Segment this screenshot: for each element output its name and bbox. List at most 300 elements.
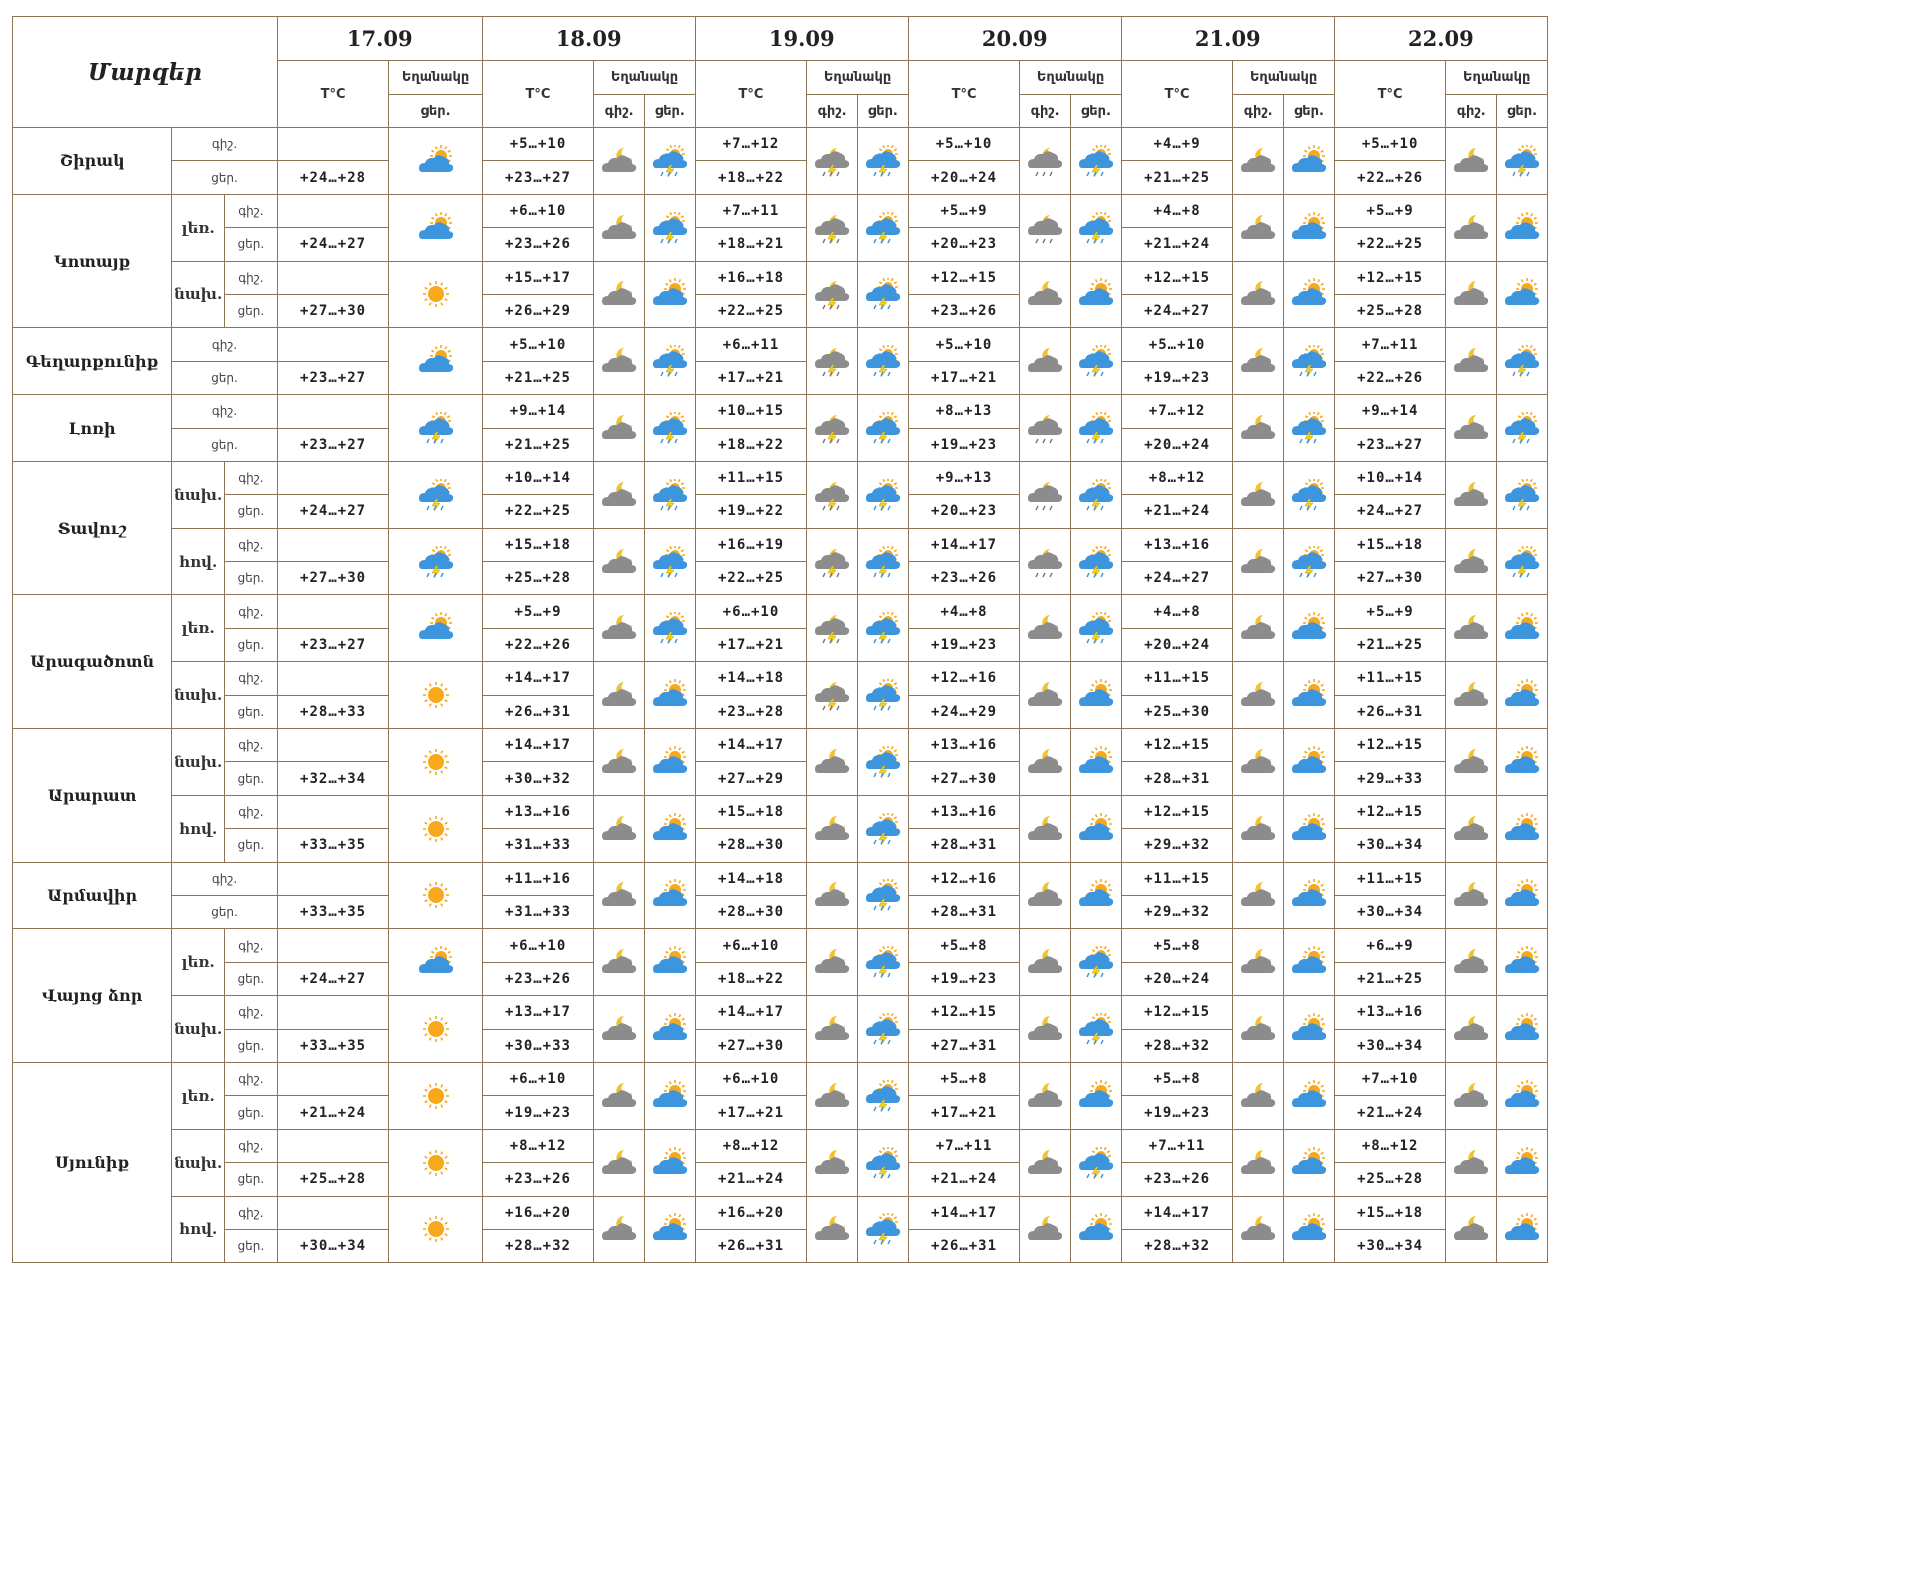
table-row xyxy=(13,1129,1548,1162)
day-temp: +29…+32 xyxy=(1121,895,1233,928)
day-label: ցեր. xyxy=(225,495,278,528)
day-label: ցեր. xyxy=(225,829,278,862)
weather-icon-cell xyxy=(1446,1129,1497,1196)
day-temp: +21…+25 xyxy=(1121,161,1233,194)
weather-icon-cell xyxy=(1284,1196,1335,1263)
day-label: ցեր. xyxy=(225,962,278,995)
weather-icon-cell xyxy=(1233,194,1284,261)
night-label: գիշ. xyxy=(225,1196,278,1229)
partly-cloudy-icon xyxy=(1503,612,1541,644)
partly-cloudy-icon xyxy=(1290,946,1328,978)
weather-icon-cell xyxy=(1071,1062,1122,1129)
weather-icon-cell xyxy=(644,1196,695,1263)
night-temp xyxy=(277,261,389,294)
night-temp: +12…+15 xyxy=(908,261,1020,294)
weather-icon-cell xyxy=(1284,595,1335,662)
table-row xyxy=(13,1196,1548,1229)
day-label: ցեր. xyxy=(225,1096,278,1129)
sun-cloud-storm-icon xyxy=(1077,212,1115,244)
sun-cloud-storm-icon xyxy=(417,412,455,444)
night-temp: +14…+17 xyxy=(482,662,594,695)
weather-icon-cell xyxy=(807,1129,858,1196)
date-header-3: 20.09 xyxy=(908,17,1121,61)
day-temp: +23…+27 xyxy=(277,428,389,461)
night-temp: +5…+10 xyxy=(482,328,594,361)
weather-icon-cell xyxy=(1020,595,1071,662)
table-row xyxy=(13,862,1548,895)
night-cloudy-icon xyxy=(1239,412,1277,444)
weather-icon-cell xyxy=(594,1062,645,1129)
night-cloudy-icon xyxy=(1452,412,1490,444)
night-temp xyxy=(277,595,389,628)
night-cloudy-icon xyxy=(1452,479,1490,511)
night-cloudy-icon xyxy=(600,1013,638,1045)
night-cloudy-icon xyxy=(1026,746,1064,778)
night-label: գիշ. xyxy=(225,662,278,695)
weather-icon-cell xyxy=(1284,1062,1335,1129)
night-cloudy-icon xyxy=(1026,946,1064,978)
night-temp: +9…+14 xyxy=(1334,395,1446,428)
night-cloudy-icon xyxy=(1239,1013,1277,1045)
sun-cloud-storm-icon xyxy=(1290,345,1328,377)
weather-icon-cell xyxy=(1020,1062,1071,1129)
night-temp: +12…+15 xyxy=(1334,795,1446,828)
weather-icon-cell xyxy=(594,128,645,195)
sun-icon xyxy=(417,1213,455,1245)
night-cloudy-icon xyxy=(600,612,638,644)
weather-icon-cell xyxy=(389,328,482,395)
night-temp: +13…+16 xyxy=(1334,996,1446,1029)
weather-icon-cell xyxy=(1446,595,1497,662)
zone-label: նախ. xyxy=(172,996,225,1063)
night-temp: +16…+20 xyxy=(695,1196,807,1229)
night-cloudy-icon xyxy=(1452,612,1490,644)
day-temp: +18…+22 xyxy=(695,161,807,194)
night-temp: +14…+17 xyxy=(482,729,594,762)
night-cloud-storm-icon xyxy=(813,412,851,444)
table-row xyxy=(13,461,1548,494)
night-label: գիշ. xyxy=(225,194,278,227)
day-temp: +28…+30 xyxy=(695,895,807,928)
day-header-5: ցեր. xyxy=(1497,95,1548,128)
sun-icon xyxy=(417,278,455,310)
weather-icon-cell xyxy=(1071,328,1122,395)
weather-icon-cell xyxy=(1020,1129,1071,1196)
day-temp: +28…+30 xyxy=(695,829,807,862)
night-temp: +4…+9 xyxy=(1121,128,1233,161)
weather-icon-cell xyxy=(1497,328,1548,395)
weather-icon-cell xyxy=(1284,729,1335,796)
weather-icon-cell xyxy=(807,328,858,395)
weather-icon-cell xyxy=(1497,795,1548,862)
weather-icon-cell xyxy=(858,729,909,796)
day-temp: +17…+21 xyxy=(695,628,807,661)
day-temp: +19…+23 xyxy=(908,962,1020,995)
forecast-table xyxy=(12,16,1548,1263)
weather-icon-cell xyxy=(1233,795,1284,862)
weather-icon-cell xyxy=(1071,461,1122,528)
day-temp: +22…+25 xyxy=(1334,228,1446,261)
partly-cloudy-icon xyxy=(1290,212,1328,244)
night-temp: +6…+10 xyxy=(482,1062,594,1095)
night-cloudy-icon xyxy=(1239,1080,1277,1112)
night-temp: +16…+19 xyxy=(695,528,807,561)
temp-header-0: T°C xyxy=(277,61,389,128)
day-temp: +22…+25 xyxy=(695,294,807,327)
weather-icon-cell xyxy=(644,1129,695,1196)
day-temp: +28…+33 xyxy=(277,695,389,728)
table-row xyxy=(13,194,1548,227)
night-cloud-storm-icon xyxy=(813,345,851,377)
night-cloudy-icon xyxy=(1452,946,1490,978)
night-temp xyxy=(277,194,389,227)
night-temp xyxy=(277,795,389,828)
night-temp: +9…+13 xyxy=(908,461,1020,494)
day-label: ցեր. xyxy=(225,628,278,661)
night-temp: +6…+10 xyxy=(482,194,594,227)
night-temp: +15…+17 xyxy=(482,261,594,294)
day-temp: +28…+32 xyxy=(482,1229,594,1262)
day-temp: +26…+31 xyxy=(908,1229,1020,1262)
partly-cloudy-icon xyxy=(1503,278,1541,310)
weather-icon-cell xyxy=(858,595,909,662)
night-temp: +6…+10 xyxy=(482,929,594,962)
sun-cloud-storm-icon xyxy=(1077,1147,1115,1179)
weather-icon-cell xyxy=(1020,1196,1071,1263)
day-temp: +31…+33 xyxy=(482,895,594,928)
weather-icon-cell xyxy=(594,996,645,1063)
night-temp: +5…+10 xyxy=(1334,128,1446,161)
weather-icon-cell xyxy=(1497,128,1548,195)
partly-cloudy-icon xyxy=(1077,746,1115,778)
night-cloudy-icon xyxy=(1452,1013,1490,1045)
day-temp: +17…+21 xyxy=(908,1096,1020,1129)
night-cloudy-icon xyxy=(600,1213,638,1245)
day-header-2: ցեր. xyxy=(858,95,909,128)
night-temp: +10…+14 xyxy=(1334,461,1446,494)
sun-cloud-storm-icon xyxy=(651,345,689,377)
weather-icon-cell xyxy=(1233,1196,1284,1263)
night-header-1: գիշ. xyxy=(594,95,645,128)
day-temp: +23…+26 xyxy=(1121,1163,1233,1196)
day-temp: +21…+25 xyxy=(482,361,594,394)
weather-icon-cell xyxy=(1446,1196,1497,1263)
night-cloudy-icon xyxy=(600,212,638,244)
day-temp: +21…+24 xyxy=(1121,495,1233,528)
weather-icon-cell xyxy=(858,528,909,595)
weather-icon-cell xyxy=(1284,328,1335,395)
night-temp: +16…+20 xyxy=(482,1196,594,1229)
weather-icon-cell xyxy=(594,729,645,796)
night-temp: +15…+18 xyxy=(482,528,594,561)
night-cloud-storm-icon xyxy=(813,479,851,511)
weather-icon-cell xyxy=(1284,662,1335,729)
night-temp: +8…+12 xyxy=(695,1129,807,1162)
night-temp: +5…+10 xyxy=(908,328,1020,361)
day-temp: +27…+30 xyxy=(277,294,389,327)
day-temp: +25…+30 xyxy=(1121,695,1233,728)
day-temp: +29…+33 xyxy=(1334,762,1446,795)
night-temp: +4…+8 xyxy=(1121,595,1233,628)
night-cloudy-icon xyxy=(813,1213,851,1245)
night-cloudy-icon xyxy=(1452,212,1490,244)
weather-icon-cell xyxy=(1284,929,1335,996)
night-cloudy-icon xyxy=(1452,813,1490,845)
weather-icon-cell xyxy=(644,795,695,862)
weather-icon-cell xyxy=(807,996,858,1063)
sun-icon xyxy=(417,1147,455,1179)
weather-icon-cell xyxy=(1233,128,1284,195)
day-temp: +20…+24 xyxy=(1121,428,1233,461)
night-temp: +13…+16 xyxy=(1121,528,1233,561)
weather-icon-cell xyxy=(1497,194,1548,261)
partly-cloudy-icon xyxy=(417,145,455,177)
night-temp: +7…+12 xyxy=(695,128,807,161)
partly-cloudy-icon xyxy=(1503,1213,1541,1245)
night-temp: +14…+17 xyxy=(1121,1196,1233,1229)
night-cloudy-icon xyxy=(1239,612,1277,644)
weather-icon-cell xyxy=(644,595,695,662)
weather-icon-cell xyxy=(807,729,858,796)
temp-header-4: T°C xyxy=(1121,61,1233,128)
weather-icon-cell xyxy=(1071,395,1122,462)
weather-icon-cell xyxy=(1071,528,1122,595)
day-temp: +17…+21 xyxy=(695,1096,807,1129)
weather-icon-cell xyxy=(1020,729,1071,796)
weather-icon-cell xyxy=(807,929,858,996)
day-temp: +22…+26 xyxy=(1334,161,1446,194)
night-cloud-rain-icon xyxy=(1026,212,1064,244)
day-header-1: ցեր. xyxy=(644,95,695,128)
sun-cloud-storm-icon xyxy=(864,946,902,978)
weather-icon-cell xyxy=(858,194,909,261)
night-temp: +5…+10 xyxy=(1121,328,1233,361)
weather-icon-cell xyxy=(807,1062,858,1129)
temp-header-3: T°C xyxy=(908,61,1020,128)
night-label: գիշ. xyxy=(225,795,278,828)
table-row xyxy=(13,929,1548,962)
sun-cloud-storm-icon xyxy=(417,479,455,511)
night-temp: +10…+14 xyxy=(482,461,594,494)
weather-icon-cell xyxy=(644,528,695,595)
day-temp: +30…+34 xyxy=(1334,1029,1446,1062)
weather-icon-cell xyxy=(1233,395,1284,462)
day-temp: +28…+31 xyxy=(908,829,1020,862)
day-label: ցեր. xyxy=(172,161,278,194)
weather-icon-cell xyxy=(1497,461,1548,528)
day-temp: +21…+25 xyxy=(1334,962,1446,995)
sun-cloud-storm-icon xyxy=(1290,479,1328,511)
night-temp xyxy=(277,929,389,962)
weather-icon-cell xyxy=(389,795,482,862)
table-row xyxy=(13,128,1548,161)
sun-cloud-storm-icon xyxy=(864,1213,902,1245)
day-temp: +33…+35 xyxy=(277,1029,389,1062)
weather-icon-cell xyxy=(389,1196,482,1263)
day-temp: +25…+28 xyxy=(277,1163,389,1196)
table-title: Մարզեր xyxy=(13,17,278,128)
sun-cloud-storm-icon xyxy=(1077,145,1115,177)
night-cloudy-icon xyxy=(813,1013,851,1045)
sun-icon xyxy=(417,679,455,711)
night-cloudy-icon xyxy=(813,1147,851,1179)
day-header-3: ցեր. xyxy=(1071,95,1122,128)
night-temp: +12…+16 xyxy=(908,662,1020,695)
night-temp: +5…+8 xyxy=(908,929,1020,962)
day-temp: +30…+33 xyxy=(482,1029,594,1062)
night-temp: +5…+9 xyxy=(1334,595,1446,628)
partly-cloudy-icon xyxy=(651,679,689,711)
weather-icon-cell xyxy=(1071,128,1122,195)
weather-icon-cell xyxy=(1497,1062,1548,1129)
night-label: գիշ. xyxy=(225,996,278,1029)
weather-icon-cell xyxy=(858,662,909,729)
day-temp: +25…+28 xyxy=(1334,294,1446,327)
night-cloudy-icon xyxy=(1239,946,1277,978)
sun-cloud-storm-icon xyxy=(651,612,689,644)
weather-icon-cell xyxy=(1497,929,1548,996)
day-temp: +31…+33 xyxy=(482,829,594,862)
weather-icon-cell xyxy=(389,528,482,595)
night-cloudy-icon xyxy=(1026,879,1064,911)
night-cloudy-icon xyxy=(1452,278,1490,310)
weather-icon-cell xyxy=(807,128,858,195)
day-label: ցեր. xyxy=(225,562,278,595)
zone-label: հով. xyxy=(172,1196,225,1263)
weather-icon-cell xyxy=(1071,729,1122,796)
sun-cloud-storm-icon xyxy=(864,345,902,377)
partly-cloudy-icon xyxy=(651,278,689,310)
night-cloudy-icon xyxy=(1452,546,1490,578)
sun-cloud-storm-icon xyxy=(864,612,902,644)
night-temp: +11…+15 xyxy=(1334,862,1446,895)
partly-cloudy-icon xyxy=(417,345,455,377)
partly-cloudy-icon xyxy=(1503,212,1541,244)
night-temp: +12…+15 xyxy=(1121,795,1233,828)
night-cloud-storm-icon xyxy=(813,278,851,310)
weather-header-4: Եղանակը xyxy=(1233,61,1334,95)
region-name: Կոտայք xyxy=(13,194,172,328)
weather-icon-cell xyxy=(807,261,858,328)
night-header-3: գիշ. xyxy=(1020,95,1071,128)
day-temp: +21…+24 xyxy=(277,1096,389,1129)
weather-icon-cell xyxy=(858,261,909,328)
partly-cloudy-icon xyxy=(1290,679,1328,711)
weather-icon-cell xyxy=(1071,662,1122,729)
partly-cloudy-icon xyxy=(417,946,455,978)
partly-cloudy-icon xyxy=(651,879,689,911)
day-label: ցեր. xyxy=(225,762,278,795)
day-temp: +26…+29 xyxy=(482,294,594,327)
weather-icon-cell xyxy=(1284,128,1335,195)
weather-icon-cell xyxy=(1446,194,1497,261)
weather-icon-cell xyxy=(644,662,695,729)
night-temp: +14…+17 xyxy=(695,729,807,762)
day-temp: +22…+25 xyxy=(695,562,807,595)
day-temp: +19…+23 xyxy=(1121,361,1233,394)
weather-icon-cell xyxy=(594,194,645,261)
sun-cloud-storm-icon xyxy=(1503,479,1541,511)
day-label: ցեր. xyxy=(225,695,278,728)
weather-icon-cell xyxy=(807,662,858,729)
weather-icon-cell xyxy=(1284,395,1335,462)
night-cloudy-icon xyxy=(1026,679,1064,711)
day-temp: +24…+27 xyxy=(1334,495,1446,528)
day-label: ցեր. xyxy=(225,1229,278,1262)
weather-icon-cell xyxy=(1497,862,1548,929)
partly-cloudy-icon xyxy=(1290,813,1328,845)
table-row xyxy=(13,261,1548,294)
partly-cloudy-icon xyxy=(1290,278,1328,310)
weather-header-1: Եղանակը xyxy=(594,61,695,95)
night-cloudy-icon xyxy=(1452,1080,1490,1112)
weather-icon-cell xyxy=(389,261,482,328)
zone-label: նախ. xyxy=(172,729,225,796)
day-label: ցեր. xyxy=(225,1163,278,1196)
weather-icon-cell xyxy=(594,862,645,929)
night-temp: +13…+16 xyxy=(908,729,1020,762)
weather-icon-cell xyxy=(858,795,909,862)
sun-cloud-storm-icon xyxy=(864,679,902,711)
night-cloud-storm-icon xyxy=(813,145,851,177)
partly-cloudy-icon xyxy=(1290,746,1328,778)
day-temp: +30…+34 xyxy=(277,1229,389,1262)
weather-icon-cell xyxy=(1020,261,1071,328)
weather-icon-cell xyxy=(1020,929,1071,996)
night-temp: +9…+14 xyxy=(482,395,594,428)
partly-cloudy-icon xyxy=(1290,1213,1328,1245)
night-cloudy-icon xyxy=(600,479,638,511)
weather-icon-cell xyxy=(1446,996,1497,1063)
night-header-4: գիշ. xyxy=(1233,95,1284,128)
weather-icon-cell xyxy=(1446,261,1497,328)
sun-cloud-storm-icon xyxy=(864,1147,902,1179)
region-name: Արմավիր xyxy=(13,862,172,929)
weather-icon-cell xyxy=(389,1129,482,1196)
table-row xyxy=(13,328,1548,361)
partly-cloudy-icon xyxy=(651,946,689,978)
night-temp: +7…+10 xyxy=(1334,1062,1446,1095)
night-cloudy-icon xyxy=(600,879,638,911)
weather-icon-cell xyxy=(644,395,695,462)
day-temp: +21…+25 xyxy=(482,428,594,461)
header-row-dates xyxy=(13,17,1548,61)
night-temp: +12…+16 xyxy=(908,862,1020,895)
partly-cloudy-icon xyxy=(1503,1013,1541,1045)
night-cloudy-icon xyxy=(1026,278,1064,310)
day-temp: +19…+23 xyxy=(908,628,1020,661)
night-temp: +13…+17 xyxy=(482,996,594,1029)
night-cloudy-icon xyxy=(1239,479,1277,511)
night-cloudy-icon xyxy=(1239,879,1277,911)
night-cloud-rain-icon xyxy=(1026,412,1064,444)
night-temp xyxy=(277,128,389,161)
day-temp: +23…+27 xyxy=(277,361,389,394)
partly-cloudy-icon xyxy=(1503,1147,1541,1179)
night-cloudy-icon xyxy=(600,546,638,578)
night-temp: +7…+11 xyxy=(1334,328,1446,361)
weather-icon-cell xyxy=(1020,996,1071,1063)
night-temp: +8…+12 xyxy=(1334,1129,1446,1162)
weather-icon-cell xyxy=(1233,595,1284,662)
night-temp: +8…+12 xyxy=(482,1129,594,1162)
night-temp: +7…+11 xyxy=(1121,1129,1233,1162)
night-temp xyxy=(277,1062,389,1095)
partly-cloudy-icon xyxy=(1077,1080,1115,1112)
night-cloudy-icon xyxy=(600,746,638,778)
night-temp: +5…+9 xyxy=(908,194,1020,227)
sun-cloud-storm-icon xyxy=(864,546,902,578)
